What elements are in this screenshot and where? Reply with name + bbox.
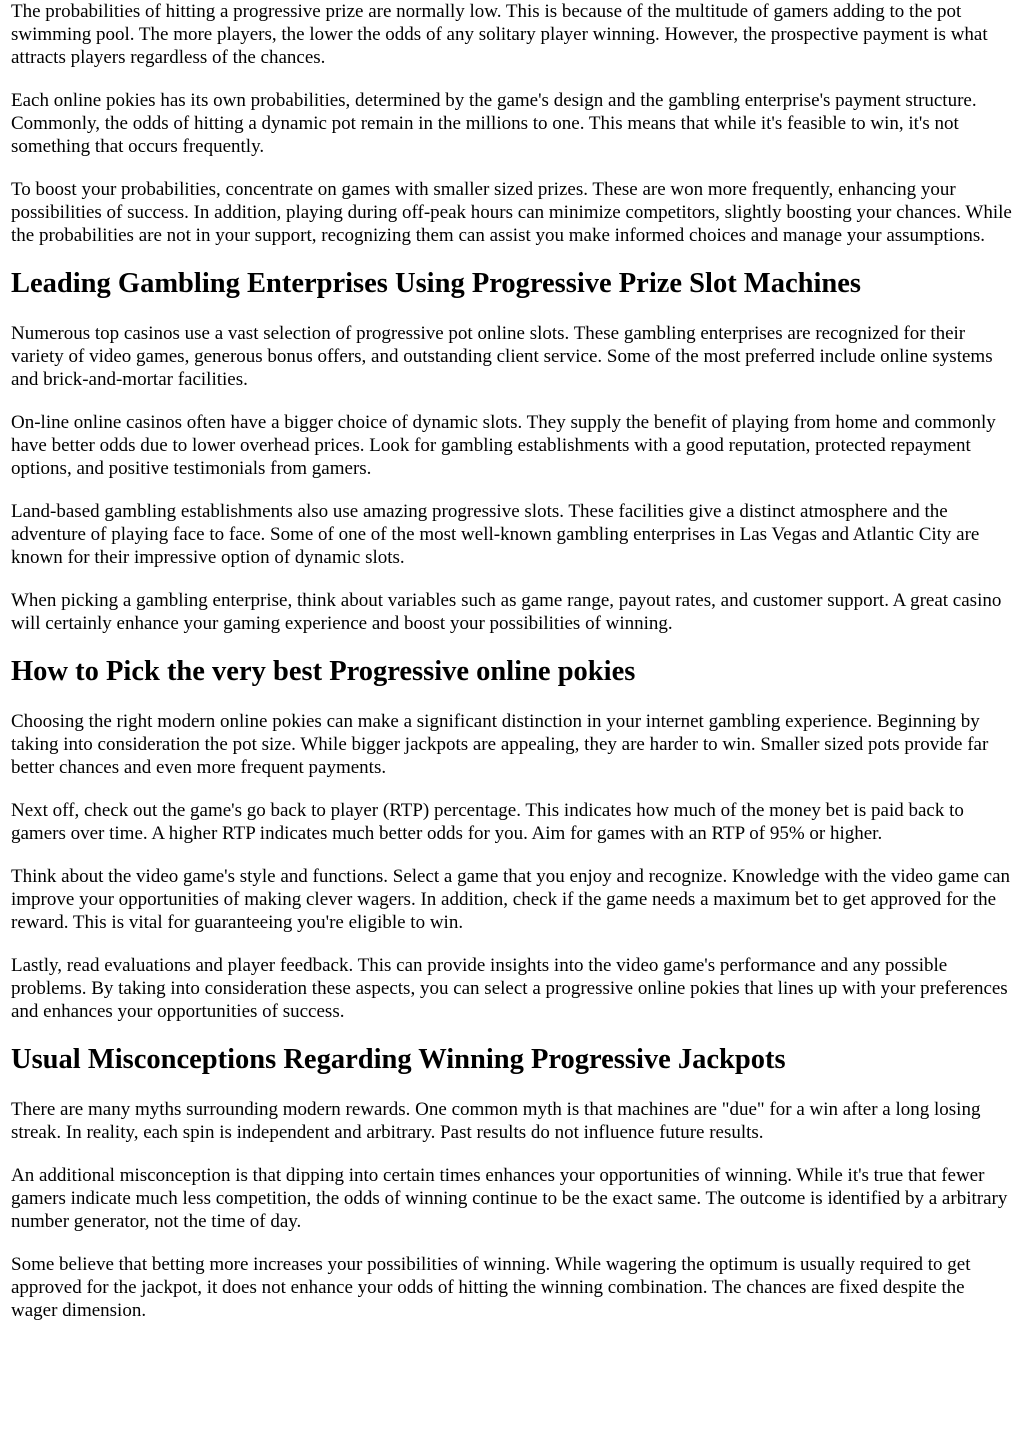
paragraph: When picking a gambling enterprise, think about variables such as game range, payout rates, and customer support. A great casino will certainly enhance your gaming experience and boost your possibilities of winning. bbox=[11, 590, 1002, 634]
paragraph: Some believe that betting more increases your possibilities of winning. While wagering the optimum is usually required to get approved for the jackpot, it does not enhance your odds of hitting the winning combination. The chances are fixed despite the wager dimension. bbox=[11, 1254, 971, 1321]
paragraph: Each online pokies has its own probabilities, determined by the game's design and the gambling enterprise's payment structure. Commonly, the odds of hitting a dynamic pot remain in the millions to one. This means that while it's feasible to win, it's not something that occurs frequently. bbox=[11, 90, 977, 157]
paragraph: Next off, check out the game's go back to player (RTP) percentage. This indicates how much of the money bet is paid back to gamers over time. A higher RTP indicates much better odds for you. Aim for games with an RTP of 95% or higher. bbox=[11, 800, 964, 844]
section-heading: How to Pick the very best Progressive online pokies bbox=[11, 656, 636, 687]
paragraph: Land-based gambling establishments also use amazing progressive slots. These facilities give a distinct atmosphere and the adventure of playing face to face. Some of one of the most well-known gambling enterprises in Las Vegas and Atlantic City are known for their impressive option of dynamic slots. bbox=[11, 501, 980, 568]
paragraph: Numerous top casinos use a vast selection of progressive pot online slots. These gambling enterprises are recognized for their variety of video games, generous bonus offers, and outstanding client service. Some of the most preferred include online systems and brick-and-mortar facilities. bbox=[11, 323, 993, 390]
section-heading: Leading Gambling Enterprises Using Progressive Prize Slot Machines bbox=[11, 268, 861, 299]
section-misconceptions bbox=[11, 1043, 1013, 1322]
paragraph: Lastly, read evaluations and player feedback. This can provide insights into the video game's performance and any possible problems. By taking into consideration these aspects, you can select a progressive online pokies that lines up with your preferences and enhances your opportunities of success. bbox=[11, 955, 1008, 1022]
section-how-to-pick bbox=[11, 655, 1013, 1023]
paragraph: To boost your probabilities, concentrate on games with smaller sized prizes. These are won more frequently, enhancing your possibilities of success. In addition, playing during off-peak hours can minimize competitors, slightly boosting your chances. While the probabilities are not in your support, recognizing them can assist you make informed choices and manage your assumptions. bbox=[11, 179, 1012, 246]
paragraph: There are many myths surrounding modern rewards. One common myth is that machines are "due" for a win after a long losing streak. In reality, each spin is independent and arbitrary. Past results do not influence future results. bbox=[11, 1099, 981, 1143]
intro-section bbox=[11, 0, 1013, 247]
paragraph: An additional misconception is that dipping into certain times enhances your opportunities of winning. While it's true that fewer gamers indicate much less competition, the odds of winning continue to be the exact same. The outcome is identified by a arbitrary number generator, not the time of day. bbox=[11, 1165, 1008, 1232]
section-leading-casinos bbox=[11, 267, 1013, 635]
paragraph: Choosing the right modern online pokies can make a significant distinction in your internet gambling experience. Beginning by taking into consideration the pot size. While bigger jackpots are appealing, they are harder to win. Smaller sized pots provide far better chances and even more frequent payments. bbox=[11, 711, 989, 778]
section-heading: Usual Misconceptions Regarding Winning Progressive Jackpots bbox=[11, 1044, 786, 1075]
paragraph: The probabilities of hitting a progressive prize are normally low. This is because of the multitude of gamers adding to the pot swimming pool. The more players, the lower the odds of any solitary player winning. However, the prospective payment is what attracts players regardless of the chances. bbox=[11, 1, 988, 68]
paragraph: Think about the video game's style and functions. Select a game that you enjoy and recognize. Knowledge with the video game can improve your opportunities of making clever wagers. In addition, check if the game needs a maximum bet to get approved for the reward. This is vital for guaranteeing you're eligible to win. bbox=[11, 866, 1011, 933]
paragraph: On-line online casinos often have a bigger choice of dynamic slots. They supply the benefit of playing from home and commonly have better odds due to lower overhead prices. Look for gambling establishments with a good reputation, protected repayment options, and positive testimonials from gamers. bbox=[11, 412, 996, 479]
